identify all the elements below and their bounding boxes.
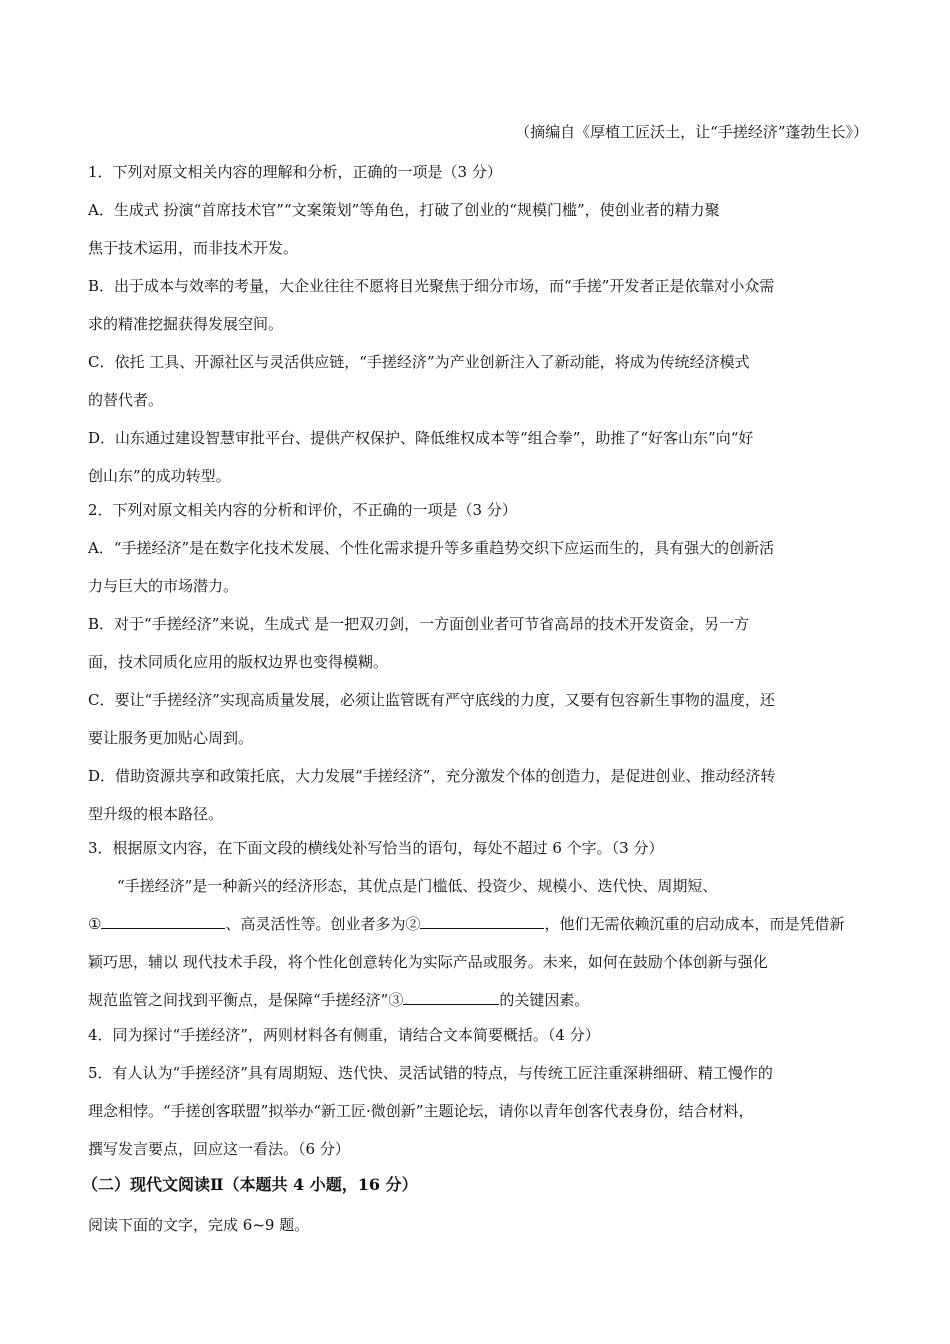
- q3-passage-line2-text2: ，他们无需依赖沉重的启动成本，而是凭借新: [544, 915, 845, 933]
- q2-option-a-line1: A．“手搓经济”是在数字化技术发展、个性化需求提升等多重趋势交织下应运而生的，具有强大的创新活: [88, 539, 775, 557]
- q3-passage-line2-text1: 、高灵活性等。创业者多为②: [225, 915, 421, 933]
- q2-option-d-line1: D．借助资源共享和政策托底，大力发展“手搓经济”，充分激发个体的创造力，是促进创业、推动经济转: [88, 767, 776, 785]
- q1-option-c-line2: 的替代者。: [88, 391, 164, 409]
- q5-line1: 5．有人认为“手搓经济”具有周期短、迭代快、灵活试错的特点，与传统工匠注重深耕细研、精工慢作的: [88, 1064, 773, 1082]
- q1-stem: 1．下列对原文相关内容的理解和分析，正确的一项是（3 分）: [88, 163, 502, 181]
- q3-passage-line4: [88, 990, 589, 1010]
- q2-stem: 2．下列对原文相关内容的分析和评价，不正确的一项是（3 分）: [88, 501, 517, 519]
- q2-option-a-line2: 力与巨大的市场潜力。: [88, 577, 239, 595]
- q1-option-d-line1: D．山东通过建设智慧审批平台、提供产权保护、降低维权成本等“组合拳”，助推了“好客山东”向“好: [88, 429, 754, 447]
- q3-passage-line4-text1: 规范监管之间找到平衡点，是保障“手搓经济”③: [88, 991, 404, 1009]
- q1-option-b-line2: 求的精准挖掘获得发展空间。: [88, 315, 284, 333]
- q3-passage-line4-text2: 的关键因素。: [499, 991, 590, 1009]
- q2-option-c-line1: C．要让“手搓经济”实现高质量发展，必须让监管既有严守底线的力度，又要有包容新生事物的温度，还: [88, 691, 775, 709]
- q4-stem: 4．同为探讨“手搓经济”，两则材料各有侧重，请结合文本简要概括。（4 分）: [88, 1026, 600, 1044]
- q5-line3: 撰写发言要点，回应这一看法。（6 分）: [88, 1140, 350, 1158]
- q2-option-b-line1: B．对于“手搓经济”来说，生成式 是一把双刃剑，一方面创业者可节省高昂的技术开发资金，另一方: [88, 615, 750, 633]
- q1-option-a-line1: A．生成式 扮演“首席技术官”“文案策划”等角色，打破了创业的“规模门槛”，使创业者的精力聚: [88, 201, 720, 219]
- q1-option-c-line1: C．依托 工具、开源社区与灵活供应链，“手搓经济”为产业创新注入了新动能，将成为传统经济模式: [88, 353, 750, 371]
- q3-passage-line1: “手搓经济”是一种新兴的经济形态，其优点是门槛低、投资少、规模小、迭代快、周期短、: [117, 877, 718, 895]
- fill-blank-1[interactable]: [101, 928, 225, 929]
- fill-blank-3[interactable]: [403, 1004, 499, 1005]
- q2-option-c-line2: 要让服务更加贴心周到。: [88, 729, 254, 747]
- q1-option-a-line2: 焦于技术运用，而非技术开发。: [88, 239, 299, 257]
- q3-passage-line3: 颖巧思，辅以 现代技术手段，将个性化创意转化为实际产品或服务。未来，如何在鼓励个体创新与强化: [88, 953, 768, 971]
- blank-marker-1: ①: [88, 915, 102, 933]
- q3-passage-line2: [88, 914, 844, 934]
- source-citation: （摘编自《厚植工匠沃土，让“手搓经济”蓬勃生长》）: [515, 123, 868, 141]
- q1-option-d-line2: 创山东”的成功转型。: [88, 467, 231, 485]
- q1-option-b-line1: B．出于成本与效率的考量，大企业往往不愿将目光聚焦于细分市场，而“手搓”开发者正是依靠对小众需: [88, 277, 775, 295]
- fill-blank-2[interactable]: [420, 928, 544, 929]
- q3-stem: 3．根据原文内容，在下面文段的横线处补写恰当的语句，每处不超过 6 个字。（3 分）: [88, 839, 664, 857]
- section-heading: （二）现代文阅读Ⅱ（本题共 4 小题，16 分）: [82, 1175, 418, 1194]
- section-instruction: 阅读下面的文字，完成 6~9 题。: [88, 1216, 310, 1234]
- q2-option-d-line2: 型升级的根本路径。: [88, 805, 224, 823]
- q2-option-b-line2: 面，技术同质化应用的版权边界也变得模糊。: [88, 653, 389, 671]
- q5-line2: 理念相悖。“手搓创客联盟”拟举办“新工匠·微创新”主题论坛，请你以青年创客代表身份，结合材料，: [88, 1102, 754, 1120]
